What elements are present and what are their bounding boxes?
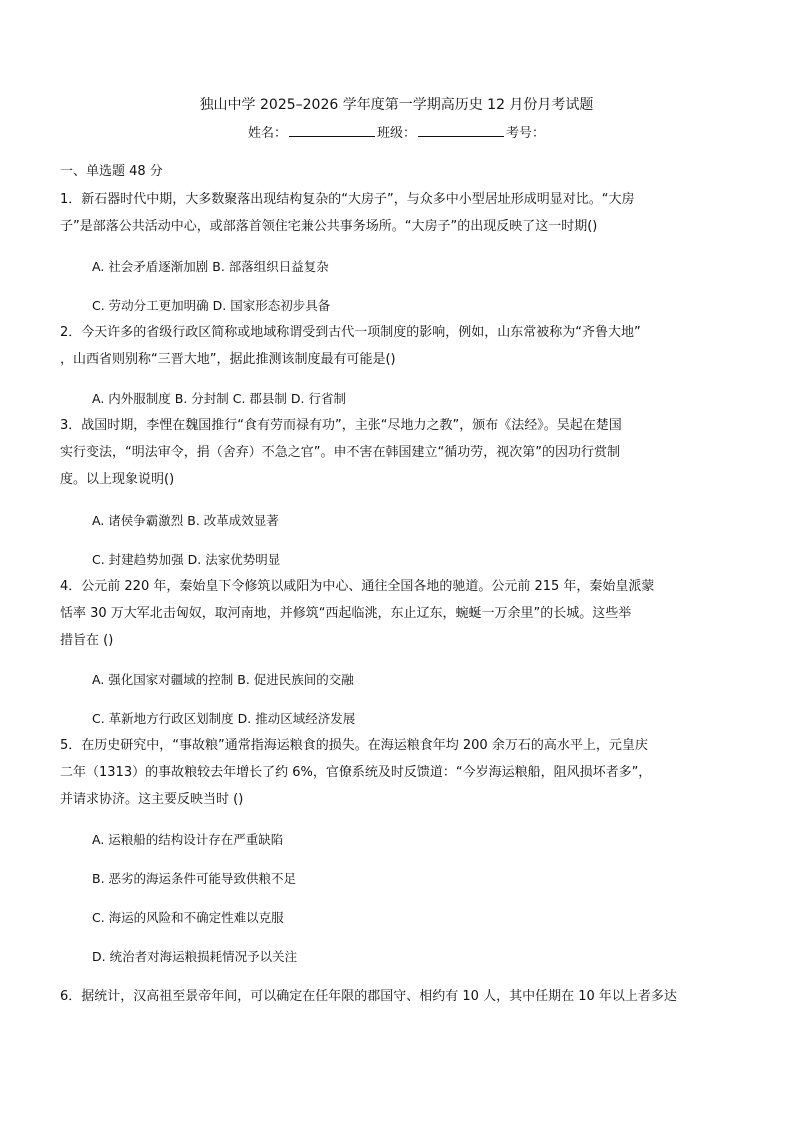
q5-option-a: A. 运粮船的结构设计存在严重缺陷 [92, 832, 284, 847]
q5-option-d: D. 统治者对海运粮损耗情况予以关注 [92, 949, 298, 964]
name-blank[interactable] [289, 124, 375, 137]
q5-line-1: 5．在历史研究中，“事故粮”通常指海运粮食的损失。在海运粮食年均 200 余万石的高水平上，元皇庆 [60, 738, 648, 753]
q5-option-c: C. 海运的风险和不确定性难以克服 [92, 910, 284, 925]
name-label: 姓名： [247, 126, 287, 141]
q3-options-ab: A. 诸侯争霸激烈 B. 改革成效显著 [92, 513, 279, 528]
q4-line-2: 恬率 30 万大军北击匈奴，取河南地，并修筑“西起临洮，东止辽东，蜿蜒一万余里”的长城。这些举 [60, 606, 632, 621]
q2-line-2: ，山西省则别称“三晋大地”，据此推测该制度最有可能是() [60, 352, 396, 367]
exam-no-label: 考号： [506, 126, 546, 141]
q4-line-1: 4．公元前 220 年，秦始皇下令修筑以咸阳为中心、通往全国各地的驰道。公元前 215 年，秦始皇派蒙 [60, 579, 655, 594]
q3-line-1: 3．战国时期，李悝在魏国推行“食有劳而禄有功”，主张“尽地力之教”，颁布《法经》。吴起在楚国 [60, 418, 622, 433]
class-blank[interactable] [418, 124, 504, 137]
q2-options: A. 内外服制度 B. 分封制 C. 郡县制 D. 行省制 [92, 391, 346, 406]
q5-line-3: 并请求协济。这主要反映当时 () [60, 792, 244, 807]
q3-line-3: 度。以上现象说明() [60, 472, 175, 487]
section-heading: 一、单选题 48 分 [60, 164, 163, 179]
student-info-row [0, 124, 793, 143]
q5-line-2: 二年（1313）的事故粮较去年增长了约 6%，官僚系统及时反馈道：“今岁海运粮船，阻风损坏者多”， [60, 765, 652, 780]
q1-options-cd: C. 劳动分工更加明确 D. 国家形态初步具备 [92, 298, 331, 313]
q4-line-3: 措旨在 () [60, 633, 114, 648]
class-label: 班级： [376, 126, 416, 141]
q1-line-2: 子”是部落公共活动中心，或部落首领住宅兼公共事务场所。“大房子”的出现反映了这一时期() [60, 219, 598, 234]
q1-line-1: 1．新石器时代中期，大多数聚落出现结构复杂的“大房子”，与众多中小型居址形成明显对比。“大房 [60, 192, 635, 207]
q3-line-2: 实行变法，“明法审令，捐（舍弃）不急之官”。申不害在韩国建立“循功劳，视次第”的因功行赏制 [60, 445, 620, 460]
q3-options-cd: C. 封建趋势加强 D. 法家优势明显 [92, 552, 281, 567]
exam-title: 独山中学 2025–2026 学年度第一学期高历史 12 月份月考试题 [199, 97, 594, 113]
q2-line-1: 2．今天许多的省级行政区简称或地域称谓受到古代一项制度的影响，例如，山东常被称为“齐鲁大地” [60, 325, 641, 340]
q4-options-cd: C. 革新地方行政区划制度 D. 推动区域经济发展 [92, 711, 356, 726]
q4-options-ab: A. 强化国家对疆域的控制 B. 促进民族间的交融 [92, 672, 354, 687]
q5-option-b: B. 恶劣的海运条件可能导致供粮不足 [92, 871, 297, 886]
q1-options-ab: A. 社会矛盾逐渐加剧 B. 部落组织日益复杂 [92, 259, 329, 274]
q6-line-1: 6．据统计，汉高祖至景帝年间，可以确定在任年限的郡国守、相约有 10 人，其中任期在 10 年以上者多达 [60, 989, 677, 1004]
